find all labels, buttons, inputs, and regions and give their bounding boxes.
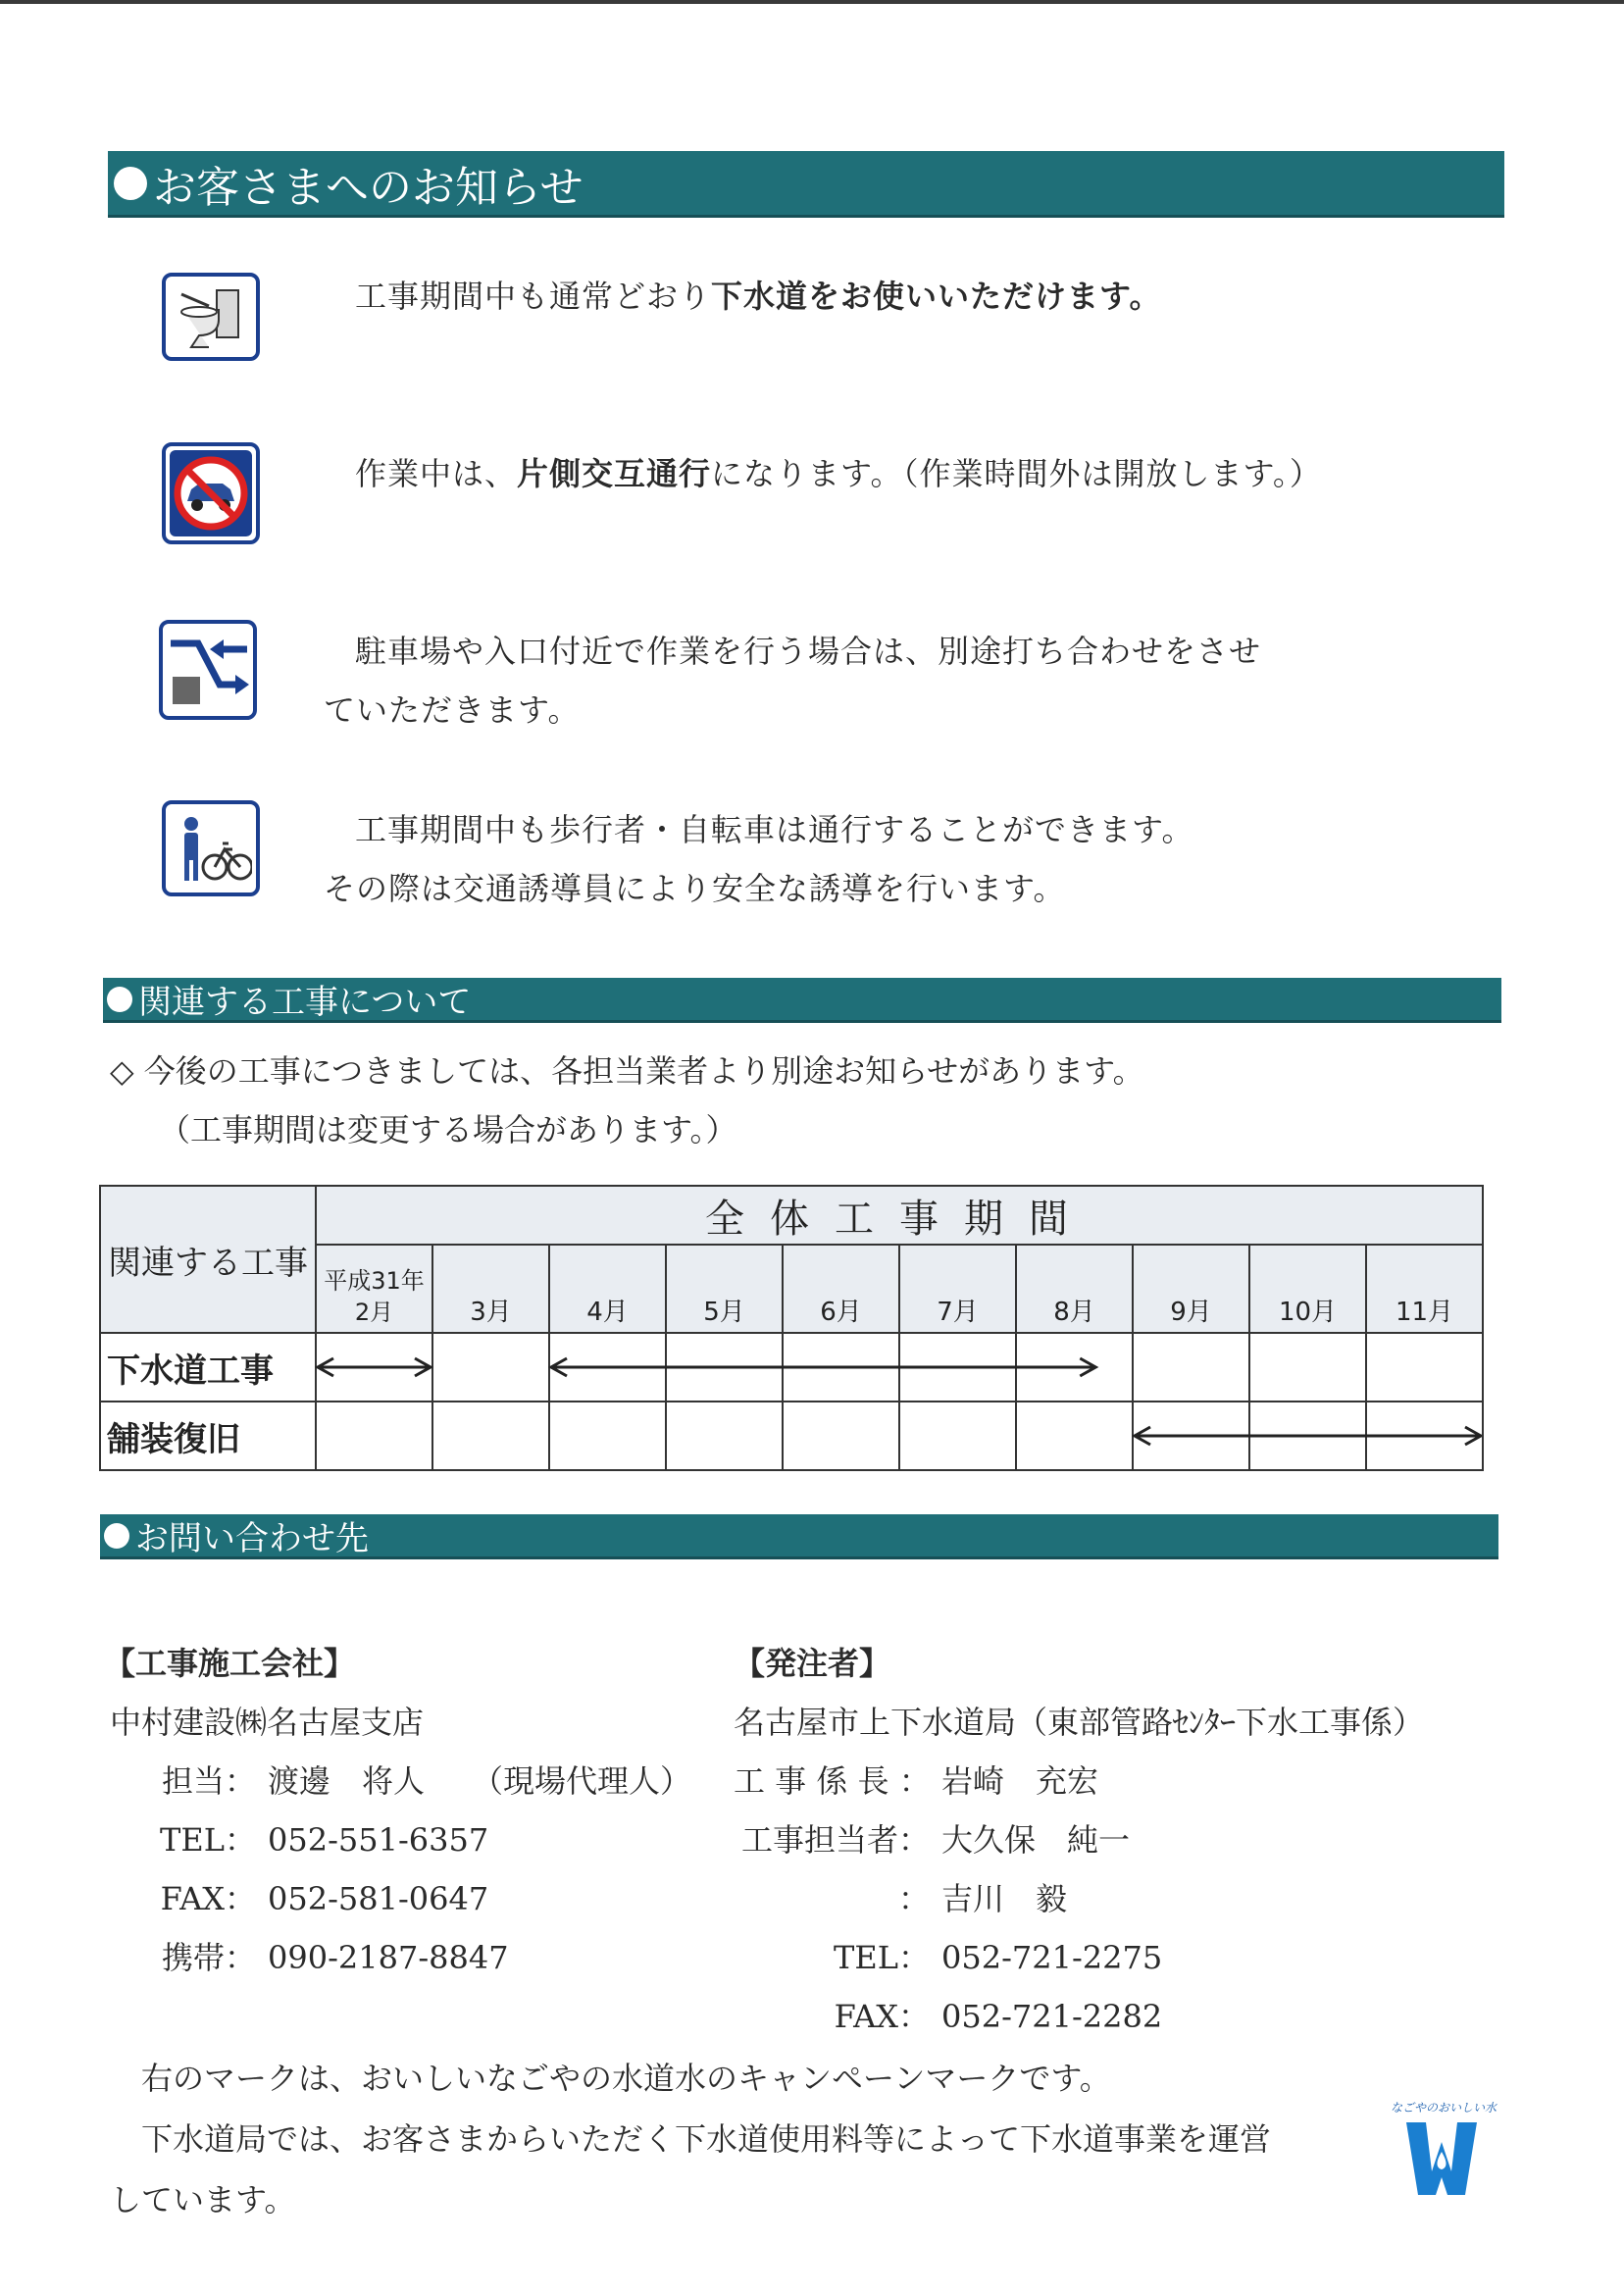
contact-label: 工 事 係 長 ： [734, 1762, 931, 1800]
contact-value: 052-721-2282 [941, 1998, 1163, 2035]
schedule-cell [899, 1402, 1016, 1470]
notice-sewer-use [355, 267, 1161, 326]
schedule-cell [1249, 1402, 1366, 1470]
footer-line: しています。 [110, 2181, 296, 2218]
related-note-line: ◇ 今後の工事につきましては、各担当業者より別途お知らせがあります。 [110, 1052, 1144, 1090]
client-company: 名古屋市上下水道局（東部管路ｾﾝﾀｰ下水工事係） [734, 1704, 1425, 1741]
notice-text: になります。（作業時間外は開放します。） [711, 455, 1322, 492]
schedule-cell [1249, 1333, 1366, 1402]
pedestrian-bicycle-icon [162, 800, 260, 896]
schedule-month-header: 7月 [899, 1245, 1016, 1333]
section-header-contact [100, 1514, 1498, 1559]
schedule-month-header: 8月 [1016, 1245, 1133, 1333]
contact-value: 090-2187-8847 [268, 1939, 509, 1976]
contact-row [104, 1752, 691, 1810]
contact-row [734, 1928, 1424, 1987]
bullet-dot-icon [114, 167, 147, 200]
notice-text: その際は交通誘導員により安全な誘導を行います。 [324, 870, 1066, 907]
schedule-cell [432, 1402, 549, 1470]
schedule-month-header: 9月 [1133, 1245, 1249, 1333]
notice-bold-text: 下水道をお使いいただけます。 [711, 278, 1162, 315]
contact-label: TEL： [160, 1821, 256, 1859]
schedule-cell [316, 1402, 432, 1470]
no-car-icon [162, 442, 260, 544]
contractor-heading: 【工事施工会社】 [104, 1645, 356, 1682]
contact-value: 052-551-6357 [268, 1821, 489, 1859]
schedule-month-header: 平成31年 2月 [316, 1245, 432, 1333]
schedule-cell [549, 1402, 666, 1470]
schedule-label-header: 関連する工事 [100, 1186, 316, 1333]
section-header-related [103, 978, 1501, 1023]
schedule-cell [1133, 1333, 1249, 1402]
contact-value: 吉川 毅 [941, 1880, 1068, 1917]
contact-value: 052-581-0647 [268, 1880, 489, 1917]
footer-text [110, 2048, 1345, 2230]
schedule-cell [783, 1402, 899, 1470]
schedule-cell [1366, 1333, 1483, 1402]
notice-text: 作業中は、 [355, 455, 518, 492]
water-drop-logo-icon [1393, 2113, 1491, 2211]
schedule-cell [666, 1333, 783, 1402]
contact-row [104, 1928, 691, 1987]
related-note-line: （工事期間は変更する場合があります。） [159, 1111, 737, 1148]
schedule-month-header: 10月 [1249, 1245, 1366, 1333]
toilet-icon [162, 273, 260, 361]
contractor-company: 中村建設㈱名古屋支店 [110, 1704, 425, 1741]
contact-row [734, 1810, 1424, 1869]
contact-value: 渡邊 将人 （現場代理人） [268, 1762, 692, 1800]
notice-text: 工事期間中も通常どおり [355, 278, 712, 315]
section-title: お客さまへのお知らせ [153, 162, 584, 213]
contractor-contact [104, 1634, 691, 1987]
nagoya-water-logo [1391, 2099, 1497, 2207]
schedule-cell [432, 1333, 549, 1402]
schedule-cell [666, 1402, 783, 1470]
contact-row [104, 1869, 691, 1928]
contact-row [104, 1810, 691, 1869]
notice-text: 工事期間中も歩行者・自転車は通行することができます。 [355, 811, 1194, 848]
schedule-cell [549, 1333, 666, 1402]
schedule-month-header: 6月 [783, 1245, 899, 1333]
contact-label: 担当： [161, 1762, 256, 1800]
top-border [0, 0, 1624, 4]
contact-value: 052-721-2275 [941, 1939, 1163, 1976]
contact-row [734, 1869, 1424, 1928]
notice-parking [324, 622, 1261, 739]
contact-row [734, 1752, 1424, 1810]
contact-row [734, 1987, 1424, 2046]
schedule-month-header: 3月 [432, 1245, 549, 1333]
schedule-cell [783, 1333, 899, 1402]
schedule-month-header: 4月 [549, 1245, 666, 1333]
schedule-month-header: 11月 [1366, 1245, 1483, 1333]
footer-line: 右のマークは、おいしいなごやの水道水のキャンペーンマークです。 [141, 2060, 1111, 2097]
schedule-cell [1366, 1402, 1483, 1470]
schedule-month-header: 5月 [666, 1245, 783, 1333]
section-title: 関連する工事について [138, 983, 472, 1022]
contact-label: ： [897, 1880, 930, 1917]
contact-label: 携帯： [161, 1939, 256, 1976]
schedule-row-sewer: 下水道工事 [100, 1333, 316, 1402]
contact-label: FAX： [160, 1880, 256, 1917]
notice-alternating-traffic [355, 444, 1322, 503]
schedule-cell [316, 1333, 432, 1402]
contact-label: FAX： [834, 1998, 930, 2035]
schedule-period-header: 全体工事期間 [316, 1186, 1483, 1245]
notice-text: 駐車場や入口付近で作業を行う場合は、別途打ち合わせをさせ [355, 633, 1262, 670]
schedule-cell [1016, 1333, 1133, 1402]
logo-tagline: なごやのおいしい水 [1391, 2101, 1497, 2115]
schedule-table [99, 1185, 1484, 1471]
client-contact [734, 1634, 1424, 2046]
contact-value: 大久保 純一 [941, 1821, 1131, 1859]
schedule-cell [1016, 1402, 1133, 1470]
schedule-cell [899, 1333, 1016, 1402]
notice-text: ていただきます。 [324, 691, 581, 729]
contact-value: 岩崎 充宏 [941, 1762, 1099, 1800]
bullet-dot-icon [104, 1523, 129, 1549]
contact-label: TEL： [834, 1939, 930, 1976]
contact-label: 工事担当者： [740, 1821, 930, 1859]
client-heading: 【発注者】 [734, 1645, 891, 1682]
bullet-dot-icon [107, 987, 132, 1012]
schedule-cell [1133, 1402, 1249, 1470]
section-header-notice [108, 151, 1504, 218]
related-note [110, 1042, 1144, 1159]
detour-arrow-icon [159, 620, 257, 720]
notice-pedestrian [324, 800, 1193, 918]
notice-bold-text: 片側交互通行 [517, 455, 712, 492]
footer-line: 下水道局では、お客さまからいただく下水道使用料等によって下水道事業を運営 [141, 2120, 1272, 2158]
schedule-row-paving: 舗装復旧 [100, 1402, 316, 1470]
section-title: お問い合わせ先 [135, 1519, 369, 1558]
